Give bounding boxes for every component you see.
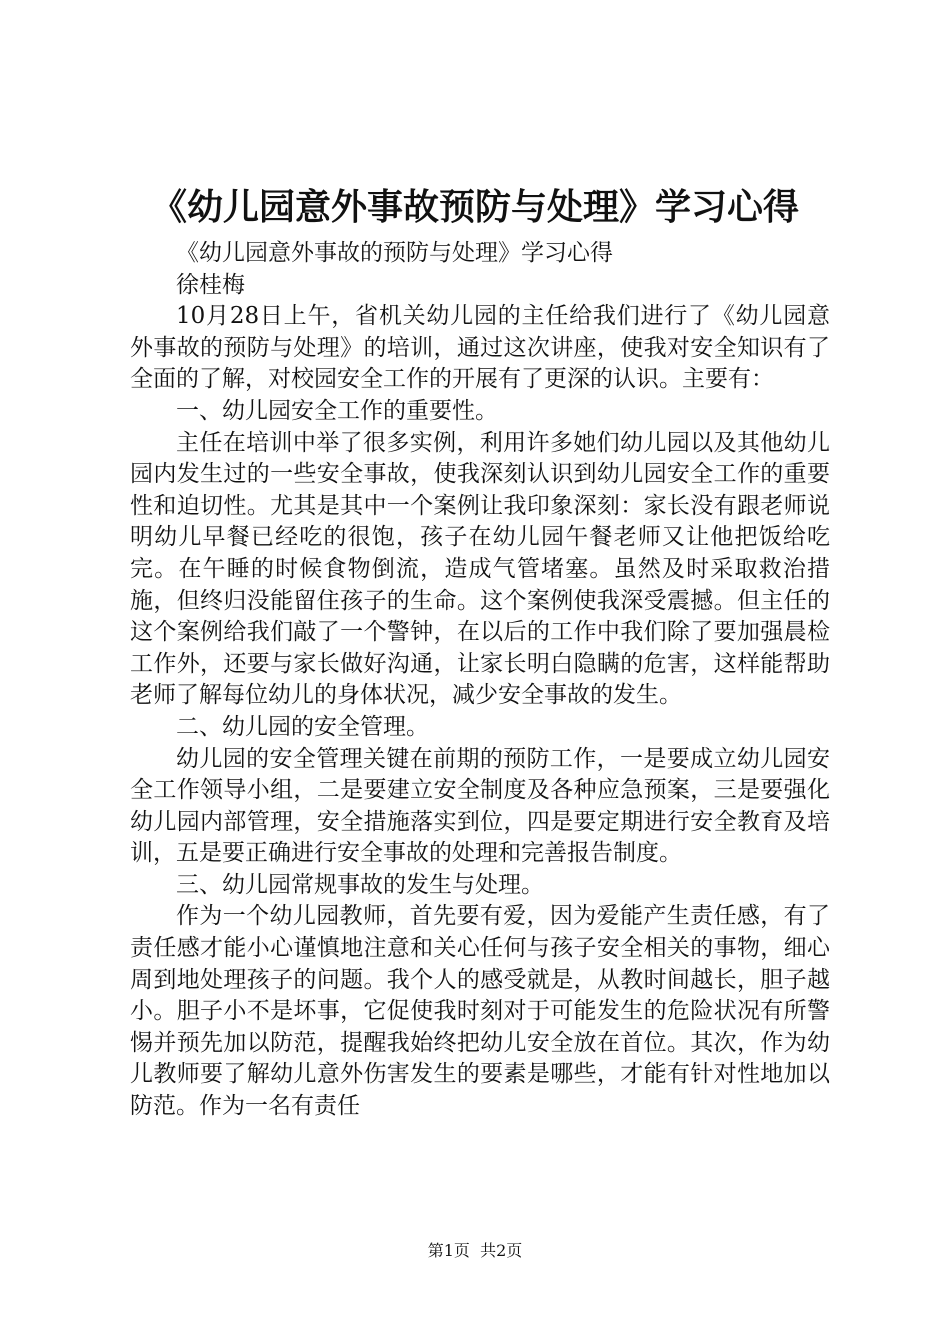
section-heading-2: 二、幼儿园的安全管理。 (176, 713, 429, 740)
document-body (130, 238, 830, 1123)
page-footer: 第1页 共2页 (427, 1241, 523, 1260)
document-title: 《幼儿园意外事故预防与处理》学习心得 (150, 186, 799, 228)
subtitle-line: 《幼儿园意外事故的预防与处理》学习心得 (176, 240, 613, 266)
paragraph-section-2: 幼儿园的安全管理关键在前期的预防工作，一是要成立幼儿园安全工作领导小组，二是要建立安全制度及各种应急预案，三是要强化幼儿园内部管理，安全措施落实到位，四是要定期进行安全教育及培训，五是要正确进行安全事故的处理和完善报告制度。 (130, 745, 830, 867)
paragraph-intro: 10月28日上午，省机关幼儿园的主任给我们进行了《幼儿园意外事故的预防与处理》的培训，通过这次讲座，使我对安全知识有了全面的了解，对校园安全工作的开展有了更深的认识。主要有： (130, 303, 830, 393)
author-line: 徐桂梅 (176, 271, 245, 298)
section-heading-3: 三、幼儿园常规事故的发生与处理。 (176, 871, 544, 898)
section-heading-1: 一、幼儿园安全工作的重要性。 (176, 397, 498, 424)
paragraph-section-1: 主任在培训中举了很多实例，利用许多她们幼儿园以及其他幼儿园内发生过的一些安全事故，使我深刻认识到幼儿园安全工作的重要性和迫切性。尤其是其中一个案例让我印象深刻：家长没有跟老师说明幼儿早餐已经吃的很饱，孩子在幼儿园午餐老师又让他把饭给吃完。在午睡的时候食物倒流，造成气管堵塞。虽然及时采取救治措施，但终归没能留住孩子的生命。这个案例使我深受震撼。但主任的这个案例给我们敲了一个警钟，在以后的工作中我们除了要加强晨检工作外，还要与家长做好沟通，让家长明白隐瞒的危害，这样能帮助老师了解每位幼儿的身体状况，减少安全事故的发生。 (130, 429, 830, 709)
paragraph-section-3: 作为一个幼儿园教师，首先要有爱，因为爱能产生责任感，有了责任感才能小心谨慎地注意和关心任何与孩子安全相关的事物，细心周到地处理孩子的问题。我个人的感受就是，从教时间越长，胆子越小。胆子小不是坏事，它促使我时刻对于可能发生的危险状况有所警惕并预先加以防范，提醒我始终把幼儿安全放在首位。其次，作为幼儿教师要了解幼儿意外伤害发生的要素是哪些，才能有针对性地加以防范。作为一名有责任 (130, 903, 830, 1120)
